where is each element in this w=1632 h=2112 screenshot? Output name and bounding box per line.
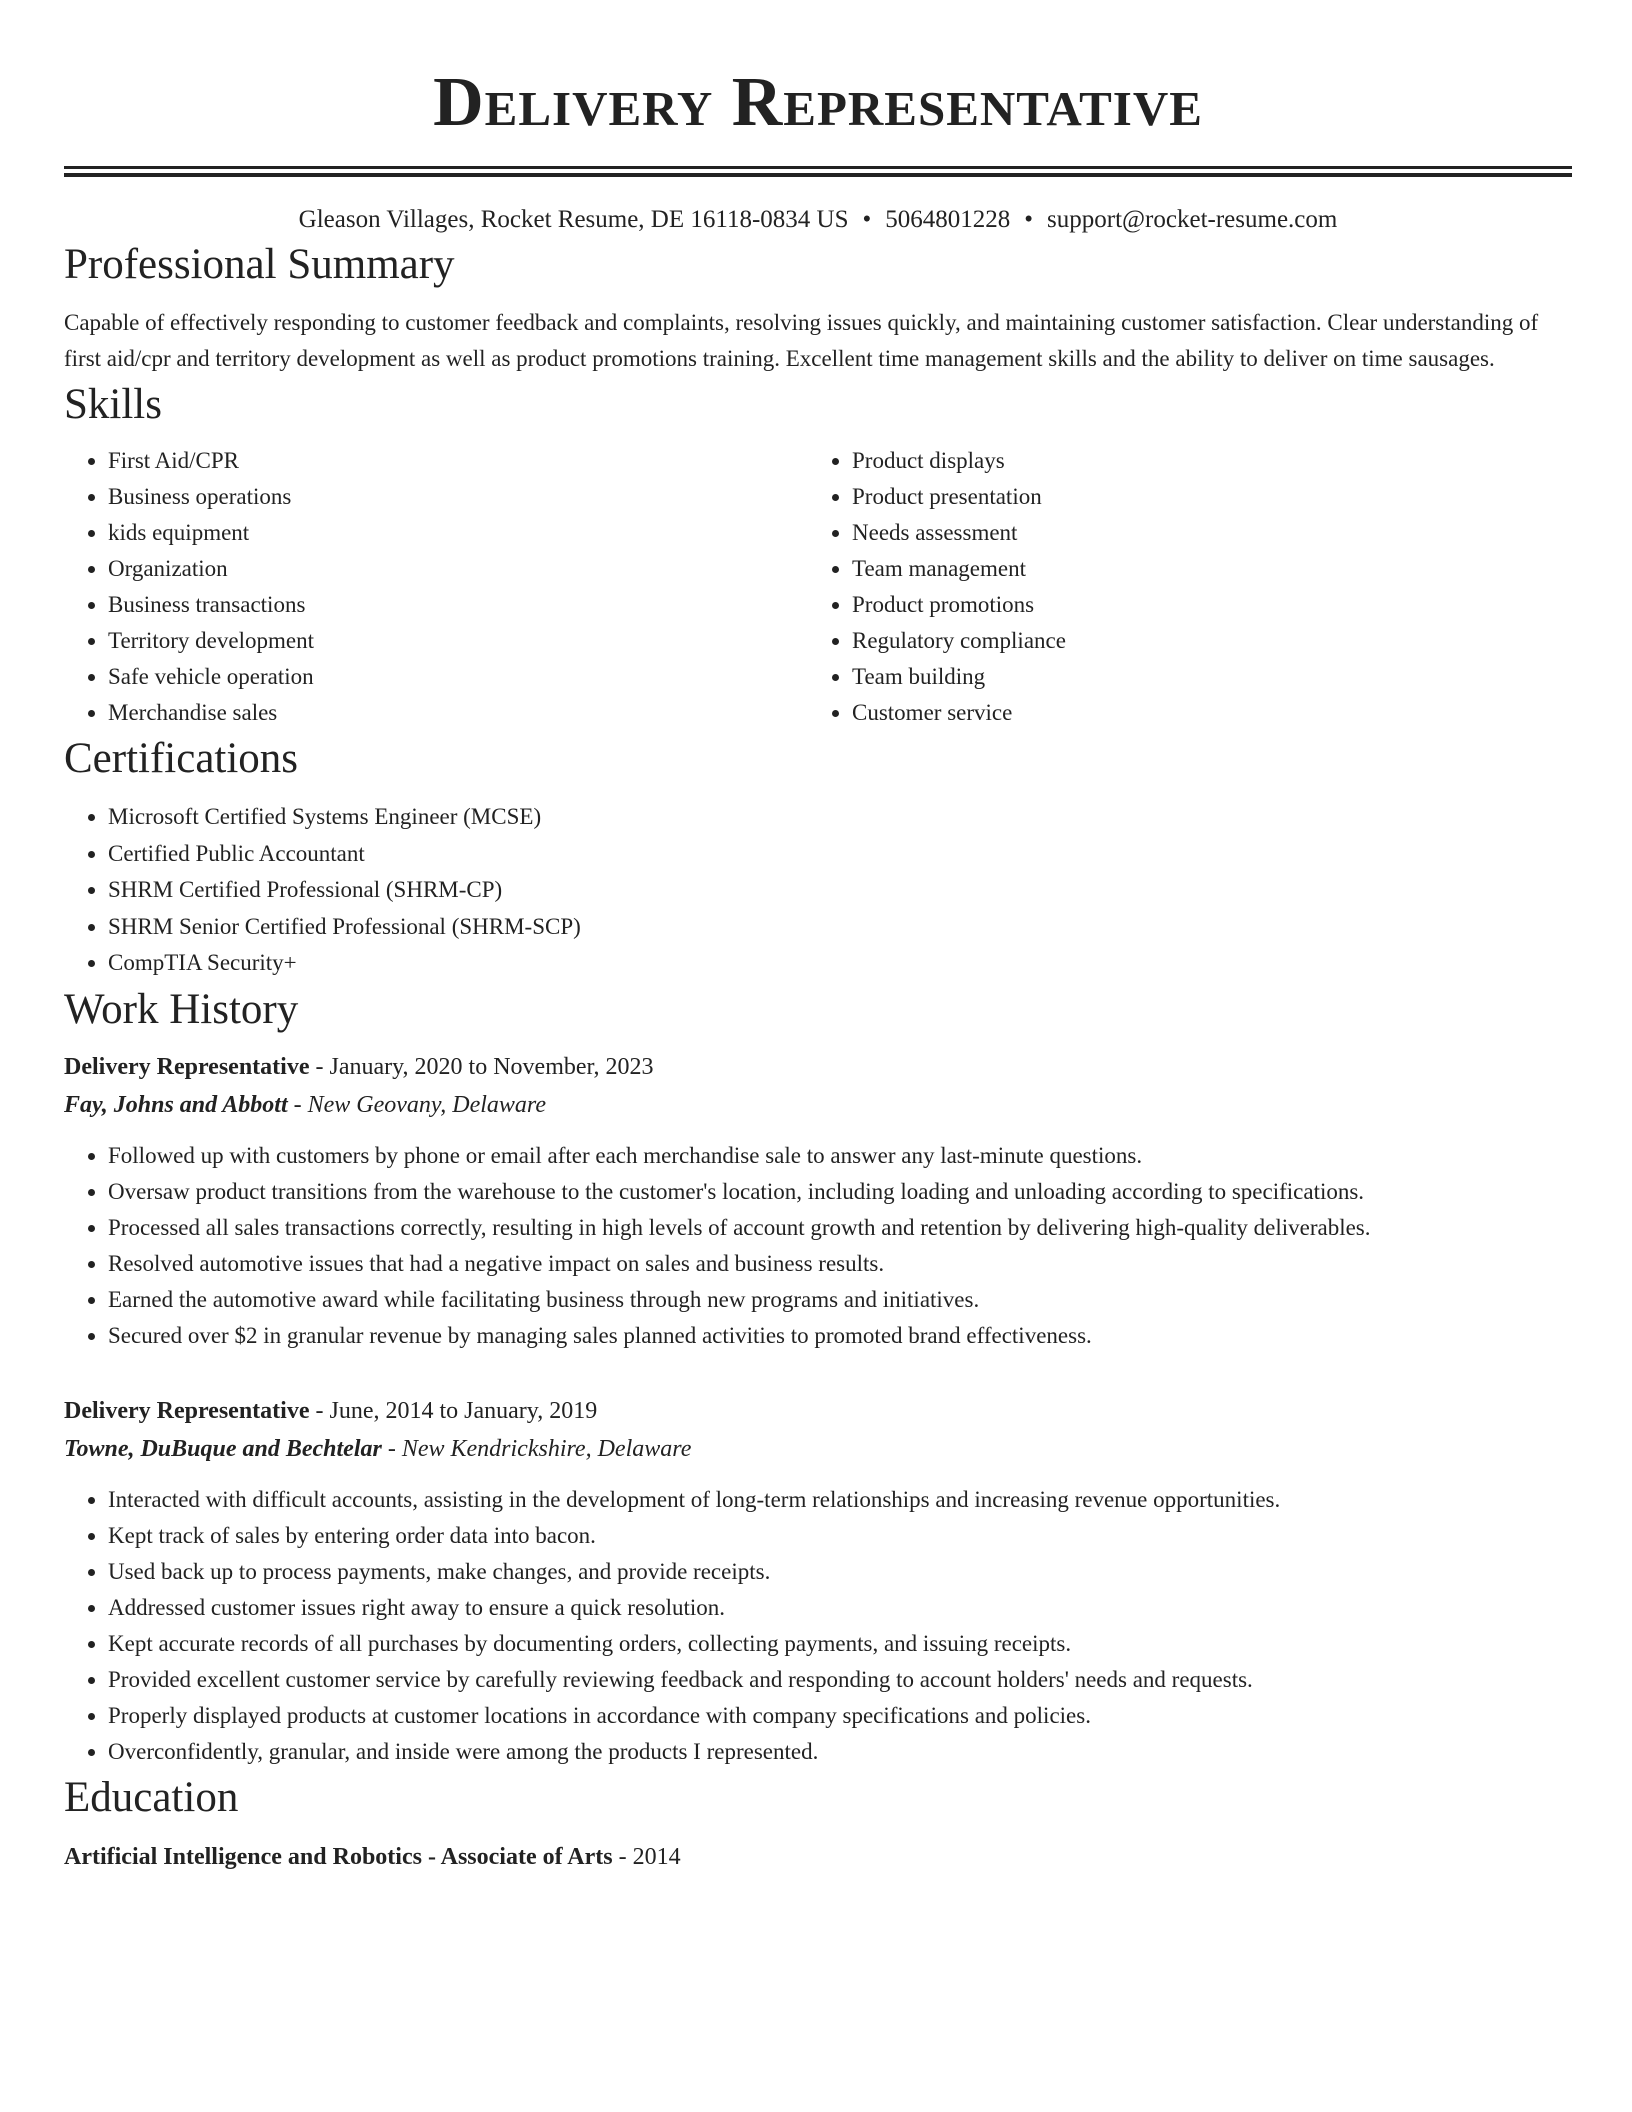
contact-line <box>64 203 1572 237</box>
skill-item: • Product promotions <box>852 587 1552 623</box>
job-duty-item: • Kept track of sales by entering order data into bacon. <box>108 1518 1572 1554</box>
job-role: Delivery Representative <box>64 1397 310 1424</box>
skills-list <box>64 443 1572 731</box>
job-location: - New Kendrickshire, Delaware <box>381 1435 692 1462</box>
certification-item: • Certified Public Accountant <box>108 836 1572 873</box>
job-title-line <box>64 1392 1572 1430</box>
skills-column-left <box>64 443 808 731</box>
job-entry <box>64 1392 1572 1770</box>
job-location: - New Geovany, Delaware <box>287 1091 546 1118</box>
skill-item: • kids equipment <box>108 515 808 551</box>
section-title-education: Education <box>64 1773 239 1821</box>
job-entry <box>64 1048 1572 1354</box>
education-degree: Artificial Intelligence and Robotics - Associate of Arts <box>64 1843 613 1870</box>
skill-item: • Team building <box>852 659 1552 695</box>
job-company-line <box>64 1086 1572 1124</box>
resume-name: Delivery Representative <box>433 64 1203 141</box>
job-duty-item: • Interacted with difficult accounts, assisting in the development of long-term relationships and increasing revenue opportunities. <box>108 1482 1572 1518</box>
certification-item: • Microsoft Certified Systems Engineer (MCSE) <box>108 799 1572 836</box>
job-duty-item: • Followed up with customers by phone or email after each merchandise sale to answer any last-minute questions. <box>108 1138 1572 1174</box>
job-company: Towne, DuBuque and Bechtelar <box>64 1435 382 1462</box>
skill-item: • Product displays <box>852 443 1552 479</box>
job-company: Fay, Johns and Abbott <box>64 1091 288 1118</box>
job-dates: - June, 2014 to January, 2019 <box>309 1397 598 1424</box>
job-dates: - January, 2020 to November, 2023 <box>309 1053 654 1080</box>
summary-text: Capable of effectively responding to customer feedback and complaints, resolving issues quickly, and maintaining customer satisfaction. Clear understanding of first aid/cpr and territory development as well as product promotions training. Excellent time management skills and the ability to deliver on time sausages. <box>64 310 1539 371</box>
job-duties-list <box>64 1138 1572 1354</box>
contact-phone: 5064801228 <box>885 206 1011 233</box>
education-year: - 2014 <box>612 1843 681 1870</box>
section-title-work-history: Work History <box>64 985 299 1033</box>
job-title-line <box>64 1048 1572 1086</box>
skill-item: • Safe vehicle operation <box>108 659 808 695</box>
job-duty-item: • Oversaw product transitions from the warehouse to the customer's location, including loading and unloading according to specifications. <box>108 1174 1572 1210</box>
header-divider <box>64 166 1572 177</box>
contact-address: Gleason Villages, Rocket Resume, DE 16118-0834 US <box>298 206 849 233</box>
job-duty-item: • Kept accurate records of all purchases by documenting orders, collecting payments, and issuing receipts. <box>108 1626 1572 1662</box>
job-duty-item: • Provided excellent customer service by carefully reviewing feedback and responding to account holders' needs and requests. <box>108 1662 1572 1698</box>
education-entry <box>64 1838 1572 1876</box>
job-duty-item: • Overconfidently, granular, and inside were among the products I represented. <box>108 1734 1572 1770</box>
skill-item: • Merchandise sales <box>108 695 808 731</box>
job-duty-item: • Processed all sales transactions correctly, resulting in high levels of account growth and retention by delivering high-quality deliverables. <box>108 1210 1572 1246</box>
skill-item: • Organization <box>108 551 808 587</box>
certifications-list <box>64 799 1572 982</box>
certification-item: • CompTIA Security+ <box>108 945 1572 982</box>
job-duty-item: • Secured over $2 in granular revenue by managing sales planned activities to promoted brand effectiveness. <box>108 1318 1572 1354</box>
certification-item: • SHRM Certified Professional (SHRM-CP) <box>108 872 1572 909</box>
skill-item: • Customer service <box>852 695 1552 731</box>
job-duty-item: • Resolved automotive issues that had a negative impact on sales and business results. <box>108 1246 1572 1282</box>
section-title-skills: Skills <box>64 381 162 428</box>
job-duty-item: • Used back up to process payments, make changes, and provide receipts. <box>108 1554 1572 1590</box>
skill-item: • Product presentation <box>852 479 1552 515</box>
skill-item: • First Aid/CPR <box>108 443 808 479</box>
job-duty-item: • Addressed customer issues right away to ensure a quick resolution. <box>108 1590 1572 1626</box>
section-title-summary: Professional Summary <box>64 241 455 288</box>
contact-separator: • <box>862 206 872 233</box>
skill-item: • Business transactions <box>108 587 808 623</box>
job-company-line <box>64 1430 1572 1468</box>
contact-email: support@rocket-resume.com <box>1047 206 1338 233</box>
resume-page <box>64 0 1572 1876</box>
skill-item: • Territory development <box>108 623 808 659</box>
skills-column-right <box>808 443 1552 731</box>
skill-item: • Team management <box>852 551 1552 587</box>
section-title-certifications: Certifications <box>64 735 299 782</box>
skill-item: • Needs assessment <box>852 515 1552 551</box>
skill-item: • Regulatory compliance <box>852 623 1552 659</box>
job-duties-list <box>64 1482 1572 1770</box>
job-role: Delivery Representative <box>64 1053 310 1080</box>
skill-item: • Business operations <box>108 479 808 515</box>
contact-separator: • <box>1024 206 1034 233</box>
certification-item: • SHRM Senior Certified Professional (SHRM-SCP) <box>108 909 1572 946</box>
job-duty-item: • Earned the automotive award while facilitating business through new programs and initiatives. <box>108 1282 1572 1318</box>
job-duty-item: • Properly displayed products at customer locations in accordance with company specifications and policies. <box>108 1698 1572 1734</box>
